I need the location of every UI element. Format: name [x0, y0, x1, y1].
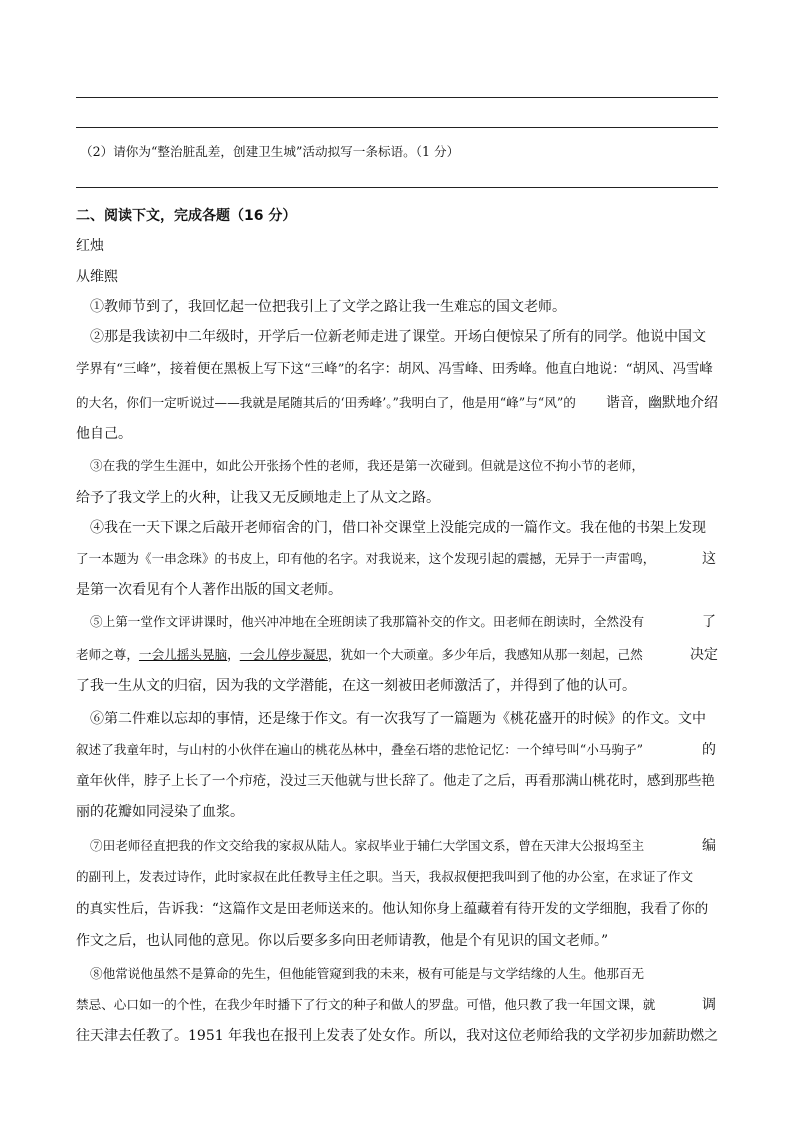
- paragraph-6-line: 叙述了我童年时，与山村的小伙伴在遍山的桃花丛林中，叠垒石塔的悲怆记忆：一个绰号叫“小马驹子” 的: [76, 742, 716, 758]
- paragraph-3-line: 给予了我文学上的火种，让我又无反顾地走上了从文之路。: [76, 490, 440, 506]
- paragraph-4-line: ④我在一天下课之后敲开老师宿舍的门，借口补交课堂上没能完成的一篇作文。我在他的书架上发现: [90, 520, 706, 536]
- paragraph-8-line: ⑧他常说他虽然不是算命的先生，但他能管窥到我的未来，极有可能是与文学结缘的人生。他那百无: [90, 966, 645, 981]
- article-author: 从维熙: [76, 269, 118, 285]
- paragraph-3-line: ③在我的学生生涯中，如此公开张扬个性的老师，我还是第一次碰到。但就是这位不拘小节的老师，: [90, 458, 645, 473]
- paragraph-6-line: ⑥第二件难以忘却的事情，还是缘于作文。有一次我写了一篇题为《桃花盛开的时候》的作文。文中: [90, 711, 706, 727]
- paragraph-7-line: 作文之后，也认同他的意见。你以后要多多向田老师请教，他是个有见识的国文老师。”: [76, 933, 609, 949]
- paragraph-7-line: 的真实性后，告诉我：“这篇作文是田老师送来的。他认知你身上蕴藏着有待开发的文学细胞，我看了你的: [76, 901, 709, 917]
- question-2: （2）请你为“整治脏乱差，创建卫生城”活动拟写一条标语。（1 分）: [80, 144, 460, 159]
- paragraph-2-line: 的大名，你们一定听说过——我就是尾随其后的‘田秀峰’。”我明白了，他是用“峰”与“风”的 谐音，幽默地介绍: [76, 395, 718, 411]
- paragraph-5-line: 了我一生从文的归宿，因为我的文学潜能，在这一刻被田老师激活了，并得到了他的认可。: [76, 678, 636, 694]
- paragraph-5-line: 老师之尊，一会儿摇头晃脑，一会儿停步凝思，犹如一个大顽童。多少年后，我感知从那一刻起，己然 决定: [76, 647, 718, 663]
- paragraph-1: ①教师节到了，我回忆起一位把我引上了文学之路让我一生难忘的国文老师。: [90, 299, 566, 315]
- paragraph-6-line: 童年伙伴，脖子上长了一个疖疮，没过三天他就与世长辞了。他走了之后，再看那满山桃花时，感到那些艳: [76, 773, 715, 789]
- answer-line: [76, 127, 718, 128]
- underlined-phrase: 一会儿摇头晃脑: [138, 647, 228, 662]
- paragraph-8-line: 往天津去任教了。1951 年我也在报刊上发表了处女作。所以，我对这位老师给我的文学初步加薪助燃之: [76, 1028, 718, 1044]
- paragraph-5-line: ⑤上第一堂作文评讲课时，他兴冲冲地在全班朗读了我那篇补交的作文。田老师在朗读时，全然没有 了: [90, 614, 716, 630]
- paragraph-7-line: 的副刊上，发表过诗作，此时家叔在此任教导主任之职。当天，我叔叔便把我叫到了他的办公室，在求证了作文: [76, 869, 694, 884]
- paragraph-7-line: ⑦田老师径直把我的作文交给我的家叔从陆人。家叔毕业于辅仁大学国文系，曾在天津大公报坞至主 编: [90, 838, 716, 854]
- paragraph-6-line: 丽的花瓣如同浸染了血浆。: [76, 804, 244, 820]
- answer-line: [76, 97, 718, 98]
- paragraph-2-line: 他自己。: [76, 426, 132, 442]
- answer-line: [76, 187, 718, 188]
- paragraph-2-line: 学界有“三峰”，接着便在黑板上写下这“三峰”的名字：胡风、冯雪峰、田秀峰。他直白地说：“胡风、冯雪峰: [76, 362, 713, 377]
- article-title: 红烛: [76, 238, 104, 254]
- paragraph-8-line: 禁忌、心口如一的个性，在我少年时播下了行文的种子和做人的罗盘。可惜，他只教了我一年国文课，就 调: [76, 997, 716, 1013]
- paragraph-4-line: 是第一次看见有个人著作出版的国文老师。: [76, 582, 342, 598]
- underlined-phrase: 一会儿停步凝思: [239, 647, 328, 662]
- section-title: 二、阅读下文，完成各题（16 分）: [76, 208, 297, 224]
- paragraph-4-line: 了一本题为《一串念珠》的书皮上，印有他的名字。对我说来，这个发现引起的震撼，无异于一声雷鸣， 这: [76, 551, 716, 567]
- paragraph-2-line: ②那是我读初中二年级时，开学后一位新老师走进了课堂。开场白便惊呆了所有的同学。他说中国文: [90, 329, 706, 345]
